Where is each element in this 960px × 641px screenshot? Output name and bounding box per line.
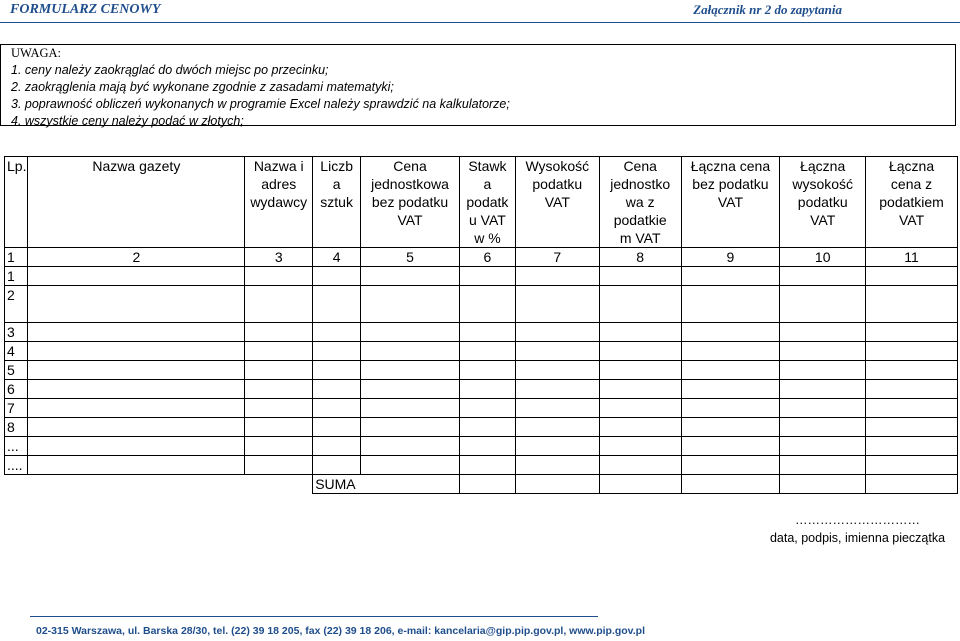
col-header-unit-price-gross: Cena jednostko wa z podatkie m VAT [599, 157, 681, 248]
cell-unit-price-gross[interactable] [599, 323, 681, 342]
cell-total-gross[interactable] [866, 380, 958, 399]
row-number: 2 [5, 286, 28, 323]
cell-newspaper-name[interactable] [28, 418, 245, 437]
column-number: 5 [361, 248, 460, 267]
row-number: 6 [5, 380, 28, 399]
col-header-total-vat: Łączna wysokość podatku VAT [780, 157, 866, 248]
cell-total-gross[interactable] [866, 437, 958, 456]
cell-vat-amount[interactable] [515, 418, 599, 437]
row-number: 5 [5, 361, 28, 380]
cell-unit-price-net[interactable] [361, 399, 460, 418]
cell-total-vat[interactable] [780, 456, 866, 475]
footer-divider [30, 616, 598, 617]
row-number: .... [5, 456, 28, 475]
cell-publisher[interactable] [245, 456, 313, 475]
cell-total-gross[interactable] [866, 361, 958, 380]
cell-unit-price-gross[interactable] [599, 380, 681, 399]
table-row [5, 399, 958, 418]
column-number: 2 [28, 248, 245, 267]
cell-total-vat[interactable] [780, 437, 866, 456]
cell-total-vat[interactable] [780, 399, 866, 418]
cell-vat-amount[interactable] [515, 323, 599, 342]
col-header-vat-rate: Stawk a podatk u VAT w % [459, 157, 515, 248]
cell-quantity[interactable] [313, 286, 361, 323]
note-item: 3. poprawność obliczeń wykonanych w programie Excel należy sprawdzić na kalkulatorze; [11, 97, 510, 111]
notes-box [0, 44, 956, 126]
col-header-newspaper-name: Nazwa gazety [28, 157, 245, 248]
row-number: ... [5, 437, 28, 456]
cell-unit-price-net[interactable] [361, 267, 460, 286]
note-item: 1. ceny należy zaokrąglać do dwóch miejsc po przecinku; [11, 63, 329, 77]
cell-publisher[interactable] [245, 323, 313, 342]
cell-vat-rate[interactable] [459, 267, 515, 286]
table-row [5, 342, 958, 361]
cell-total-gross[interactable] [866, 418, 958, 437]
cell-quantity[interactable] [313, 399, 361, 418]
table-row [5, 361, 958, 380]
table-row [5, 418, 958, 437]
col-header-publisher: Nazwa i adres wydawcy [245, 157, 313, 248]
cell-vat-amount[interactable] [515, 342, 599, 361]
cell-unit-price-net[interactable] [361, 456, 460, 475]
cell-vat-rate[interactable] [459, 418, 515, 437]
signature-line: ………………………… [795, 513, 920, 527]
col-header-vat-amount: Wysokość podatku VAT [515, 157, 599, 248]
cell-quantity[interactable] [313, 267, 361, 286]
cell-unit-price-net[interactable] [361, 437, 460, 456]
cell-total-gross[interactable] [866, 286, 958, 323]
cell-vat-rate[interactable] [459, 380, 515, 399]
column-number: 10 [780, 248, 866, 267]
column-number: 8 [599, 248, 681, 267]
cell-quantity[interactable] [313, 342, 361, 361]
cell-total-gross[interactable] [866, 342, 958, 361]
cell-total-vat[interactable] [780, 267, 866, 286]
column-number-row [5, 248, 958, 267]
col-header-unit-price-net: Cena jednostkowa bez podatku VAT [361, 157, 460, 248]
cell-quantity[interactable] [313, 323, 361, 342]
note-item: 4. wszystkie ceny należy podać w złotych; [11, 114, 244, 128]
cell-total-net[interactable] [681, 418, 780, 437]
row-number: 3 [5, 323, 28, 342]
col-header-total-gross: Łączna cena z podatkiem VAT [866, 157, 958, 248]
table-row [5, 267, 958, 286]
cell-quantity[interactable] [313, 380, 361, 399]
sum-label: SUMA [313, 475, 460, 494]
cell-publisher[interactable] [245, 267, 313, 286]
cell-publisher[interactable] [245, 342, 313, 361]
cell-vat-amount[interactable] [515, 361, 599, 380]
cell-vat-rate[interactable] [459, 323, 515, 342]
column-number: 4 [313, 248, 361, 267]
signature-caption: data, podpis, imienna pieczątka [769, 531, 946, 545]
cell-total-net[interactable] [681, 323, 780, 342]
row-number: 4 [5, 342, 28, 361]
cell-unit-price-gross[interactable] [599, 456, 681, 475]
sum-total-vat[interactable] [780, 475, 866, 494]
cell-total-net[interactable] [681, 267, 780, 286]
cell-vat-amount[interactable] [515, 437, 599, 456]
sum-vat-amount[interactable] [515, 475, 599, 494]
sum-row [5, 475, 958, 494]
cell-unit-price-gross[interactable] [599, 286, 681, 323]
cell-newspaper-name[interactable] [28, 323, 245, 342]
header-row [5, 157, 958, 248]
cell-unit-price-net[interactable] [361, 418, 460, 437]
cell-vat-amount[interactable] [515, 399, 599, 418]
col-header-lp: Lp. [5, 157, 28, 248]
cell-publisher[interactable] [245, 418, 313, 437]
cell-total-net[interactable] [681, 437, 780, 456]
cell-total-net[interactable] [681, 399, 780, 418]
cell-unit-price-net[interactable] [361, 380, 460, 399]
cell-unit-price-gross[interactable] [599, 361, 681, 380]
table-row [5, 380, 958, 399]
cell-total-gross[interactable] [866, 323, 958, 342]
column-number: 3 [245, 248, 313, 267]
cell-newspaper-name[interactable] [28, 399, 245, 418]
sum-total-gross[interactable] [866, 475, 958, 494]
cell-newspaper-name[interactable] [28, 267, 245, 286]
column-number: 1 [5, 248, 28, 267]
table-row [5, 323, 958, 342]
cell-total-vat[interactable] [780, 380, 866, 399]
cell-total-vat[interactable] [780, 323, 866, 342]
cell-newspaper-name[interactable] [28, 437, 245, 456]
cell-vat-rate[interactable] [459, 456, 515, 475]
cell-unit-price-gross[interactable] [599, 267, 681, 286]
cell-publisher[interactable] [245, 380, 313, 399]
signature-block [760, 511, 955, 547]
note-item: 2. zaokrąglenia mają być wykonane zgodnie z zasadami matematyki; [11, 80, 394, 94]
column-number: 11 [866, 248, 958, 267]
cell-vat-rate[interactable] [459, 342, 515, 361]
cell-total-vat[interactable] [780, 418, 866, 437]
cell-total-net[interactable] [681, 286, 780, 323]
sum-unit-price-gross[interactable] [599, 475, 681, 494]
page-header [0, 2, 960, 22]
cell-unit-price-gross[interactable] [599, 399, 681, 418]
cell-vat-amount[interactable] [515, 286, 599, 323]
cell-total-net[interactable] [681, 342, 780, 361]
cell-total-gross[interactable] [866, 456, 958, 475]
notes-title: UWAGA: [11, 46, 61, 60]
cell-newspaper-name[interactable] [28, 380, 245, 399]
cell-total-gross[interactable] [866, 267, 958, 286]
footer-address: 02-315 Warszawa, ul. Barska 28/30, tel. (22) 39 18 205, fax (22) 39 18 206, e-mail: kancelaria@gip.pip.gov.pl, www.pip.gov.pl [36, 625, 645, 637]
col-header-quantity: Liczb a sztuk [313, 157, 361, 248]
cell-unit-price-gross[interactable] [599, 342, 681, 361]
cell-quantity[interactable] [313, 437, 361, 456]
form-title: FORMULARZ CENOWY [10, 2, 161, 17]
sum-vat-rate[interactable] [459, 475, 515, 494]
cell-vat-rate[interactable] [459, 437, 515, 456]
header-divider [0, 22, 960, 23]
row-number: 1 [5, 267, 28, 286]
row-number: 7 [5, 399, 28, 418]
cell-vat-rate[interactable] [459, 286, 515, 323]
cell-quantity[interactable] [313, 456, 361, 475]
column-number: 6 [459, 248, 515, 267]
cell-vat-rate[interactable] [459, 361, 515, 380]
price-table [4, 156, 958, 494]
cell-newspaper-name[interactable] [28, 361, 245, 380]
attachment-label: Załącznik nr 2 do zapytania [693, 2, 842, 17]
cell-total-net[interactable] [681, 361, 780, 380]
cell-publisher[interactable] [245, 437, 313, 456]
cell-newspaper-name[interactable] [28, 286, 245, 323]
cell-unit-price-net[interactable] [361, 361, 460, 380]
table-row [5, 286, 958, 323]
column-number: 7 [515, 248, 599, 267]
table-row [5, 456, 958, 475]
sum-total-net[interactable] [681, 475, 780, 494]
cell-publisher[interactable] [245, 361, 313, 380]
cell-total-vat[interactable] [780, 361, 866, 380]
cell-unit-price-gross[interactable] [599, 437, 681, 456]
cell-total-vat[interactable] [780, 342, 866, 361]
cell-publisher[interactable] [245, 399, 313, 418]
row-number: 8 [5, 418, 28, 437]
column-number: 9 [681, 248, 780, 267]
cell-unit-price-net[interactable] [361, 286, 460, 323]
cell-unit-price-net[interactable] [361, 323, 460, 342]
table-row [5, 437, 958, 456]
cell-total-gross[interactable] [866, 399, 958, 418]
cell-vat-amount[interactable] [515, 456, 599, 475]
cell-unit-price-net[interactable] [361, 342, 460, 361]
col-header-total-net: Łączna cena bez podatku VAT [681, 157, 780, 248]
cell-quantity[interactable] [313, 418, 361, 437]
cell-vat-amount[interactable] [515, 267, 599, 286]
cell-vat-rate[interactable] [459, 399, 515, 418]
cell-total-vat[interactable] [780, 286, 866, 323]
cell-quantity[interactable] [313, 361, 361, 380]
cell-newspaper-name[interactable] [28, 456, 245, 475]
cell-vat-amount[interactable] [515, 380, 599, 399]
cell-newspaper-name[interactable] [28, 342, 245, 361]
cell-total-net[interactable] [681, 456, 780, 475]
cell-publisher[interactable] [245, 286, 313, 323]
cell-unit-price-gross[interactable] [599, 418, 681, 437]
cell-total-net[interactable] [681, 380, 780, 399]
